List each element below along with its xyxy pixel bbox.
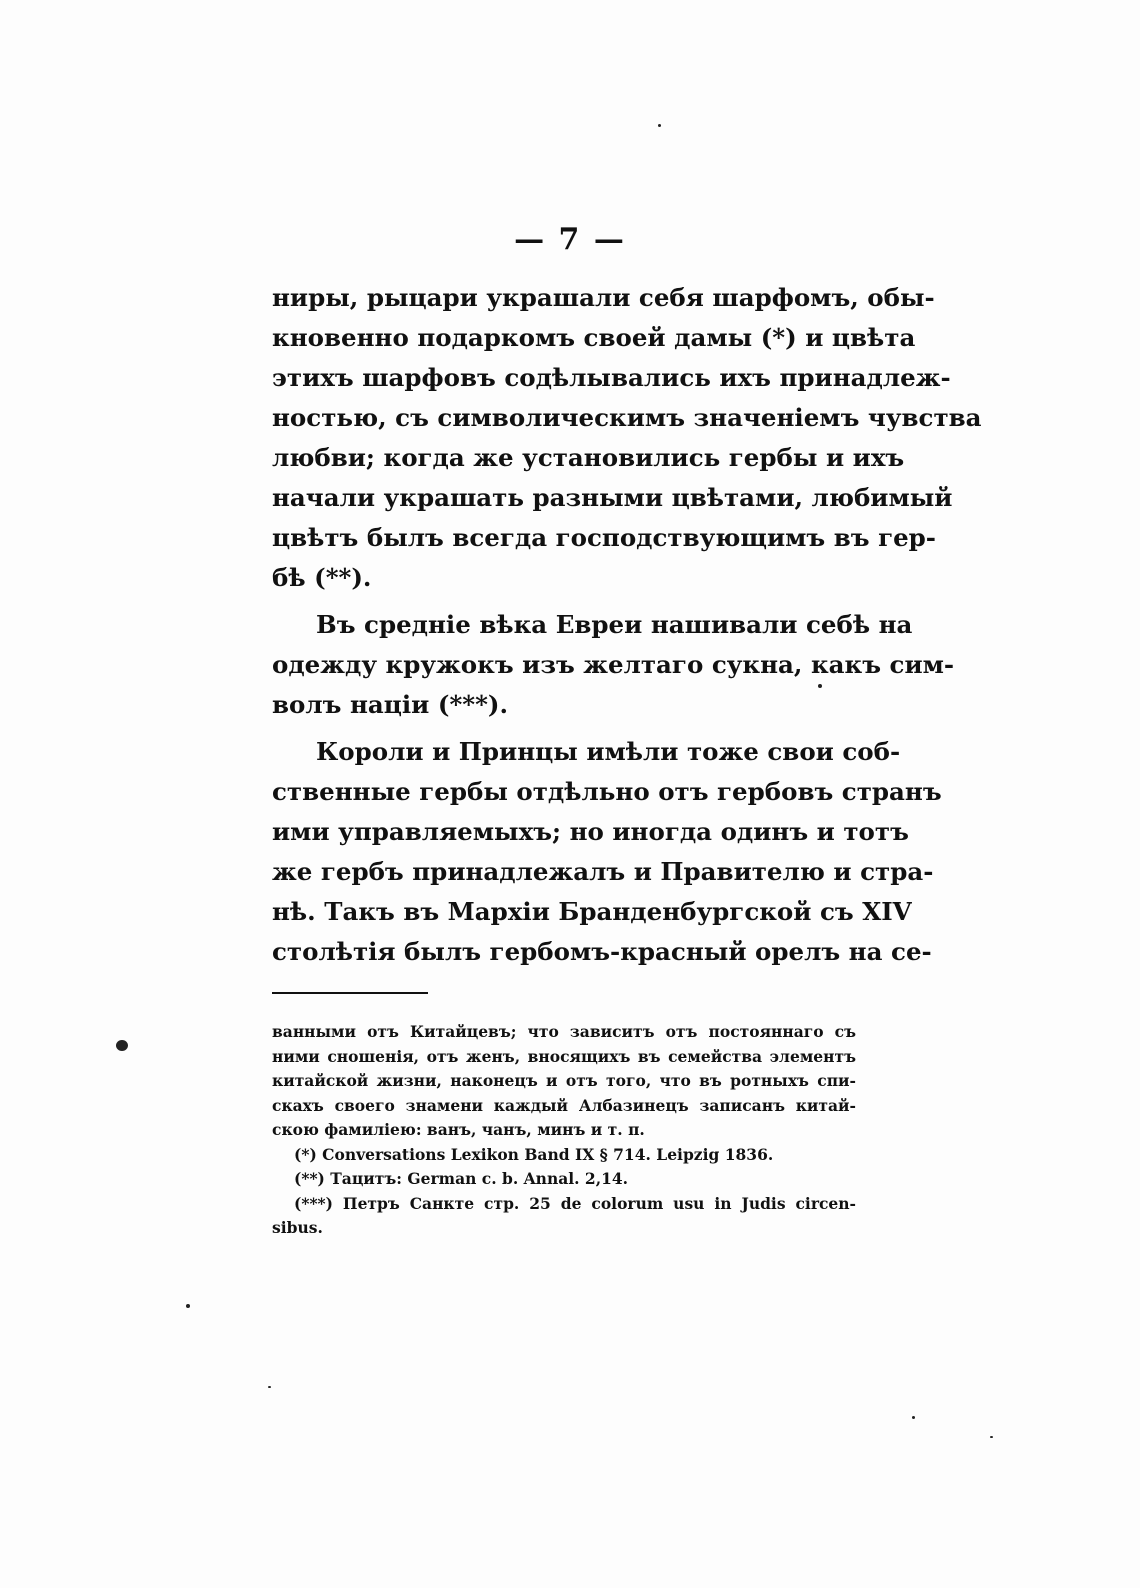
footnote-line: (**) Тацитъ: German c. b. Annal. 2,14.	[294, 1169, 629, 1188]
text-line: ниры, рыцари украшали себя шарфомъ, обы-	[272, 283, 935, 312]
footnote-continuation	[272, 1020, 856, 1143]
scan-speck	[268, 1386, 271, 1388]
main-text	[272, 278, 982, 972]
text-line: волъ націи (***).	[272, 690, 509, 719]
text-line: кновенно подаркомъ своей дамы (*) и цвѣта	[272, 323, 916, 352]
text-line: нѣ. Такъ въ Мархіи Бранденбургской съ XIV	[272, 897, 912, 926]
footnote-line: (*) Conversations Lexikon Band IX § 714. Leipzig 1836.	[294, 1144, 774, 1164]
text-line: этихъ шарфовъ содѣлывались ихъ принадлеж-	[272, 363, 951, 392]
text-line: бѣ (**).	[272, 563, 372, 592]
text-line: одежду кружокъ изъ желтаго сукна, какъ сим-	[272, 650, 955, 679]
text-line: любви; когда же установились гербы и ихъ	[272, 443, 905, 472]
text-line: ностью, съ символическимъ значеніемъ чувства	[272, 403, 982, 432]
text-line: же гербъ принадлежалъ и Правителю и стра-	[272, 857, 934, 886]
text-line: ственные гербы отдѣльно отъ гербовъ странъ	[272, 777, 942, 806]
scan-speck	[818, 684, 822, 688]
scan-speck	[990, 1436, 993, 1438]
footnote-line: скахъ своего знамени каждый Албазинецъ записанъ китай-	[272, 1095, 856, 1115]
scan-speck	[912, 1416, 915, 1419]
footnote-divider	[272, 992, 428, 994]
text-line: столѣтія былъ гербомъ-красный орелъ на се-	[272, 937, 932, 966]
text-line: Короли и Принцы имѣли тоже свои соб-	[316, 737, 901, 766]
scan-speck	[116, 1040, 128, 1051]
page-number: — 7 —	[514, 222, 626, 257]
footnote-line: китайской жизни, наконецъ и отъ того, что въ ротныхъ спи-	[272, 1071, 856, 1090]
footnote-3	[272, 1192, 856, 1241]
text-line: ими управляемыхъ; но иногда одинъ и тотъ	[272, 817, 909, 846]
footnote-line: (***) Петръ Санкте стр. 25 de colorum usu in Judis circen-	[294, 1193, 856, 1213]
footnote-1	[272, 1143, 856, 1168]
scan-speck	[658, 124, 661, 127]
footnote-line: sibus.	[272, 1218, 323, 1237]
text-line: начали украшать разными цвѣтами, любимый	[272, 483, 953, 512]
footnote-line: ними сношенія, отъ женъ, вносящихъ въ семейства элементъ	[272, 1046, 856, 1066]
paragraph-1	[272, 278, 982, 598]
paragraph-2	[272, 605, 955, 725]
footnote-line: ванными отъ Китайцевъ; что зависитъ отъ постояннаго съ	[272, 1022, 856, 1041]
text-line: Въ средніе вѣка Евреи нашивали себѣ на	[316, 610, 913, 639]
footnote-line: скою фамиліею: ванъ, чанъ, минъ и т. п.	[272, 1120, 645, 1139]
footnotes	[272, 1020, 856, 1241]
footnote-2	[272, 1167, 856, 1192]
text-line: цвѣтъ былъ всегда господствующимъ въ гер-	[272, 523, 936, 552]
scan-speck	[186, 1304, 190, 1308]
paragraph-3	[272, 732, 942, 972]
